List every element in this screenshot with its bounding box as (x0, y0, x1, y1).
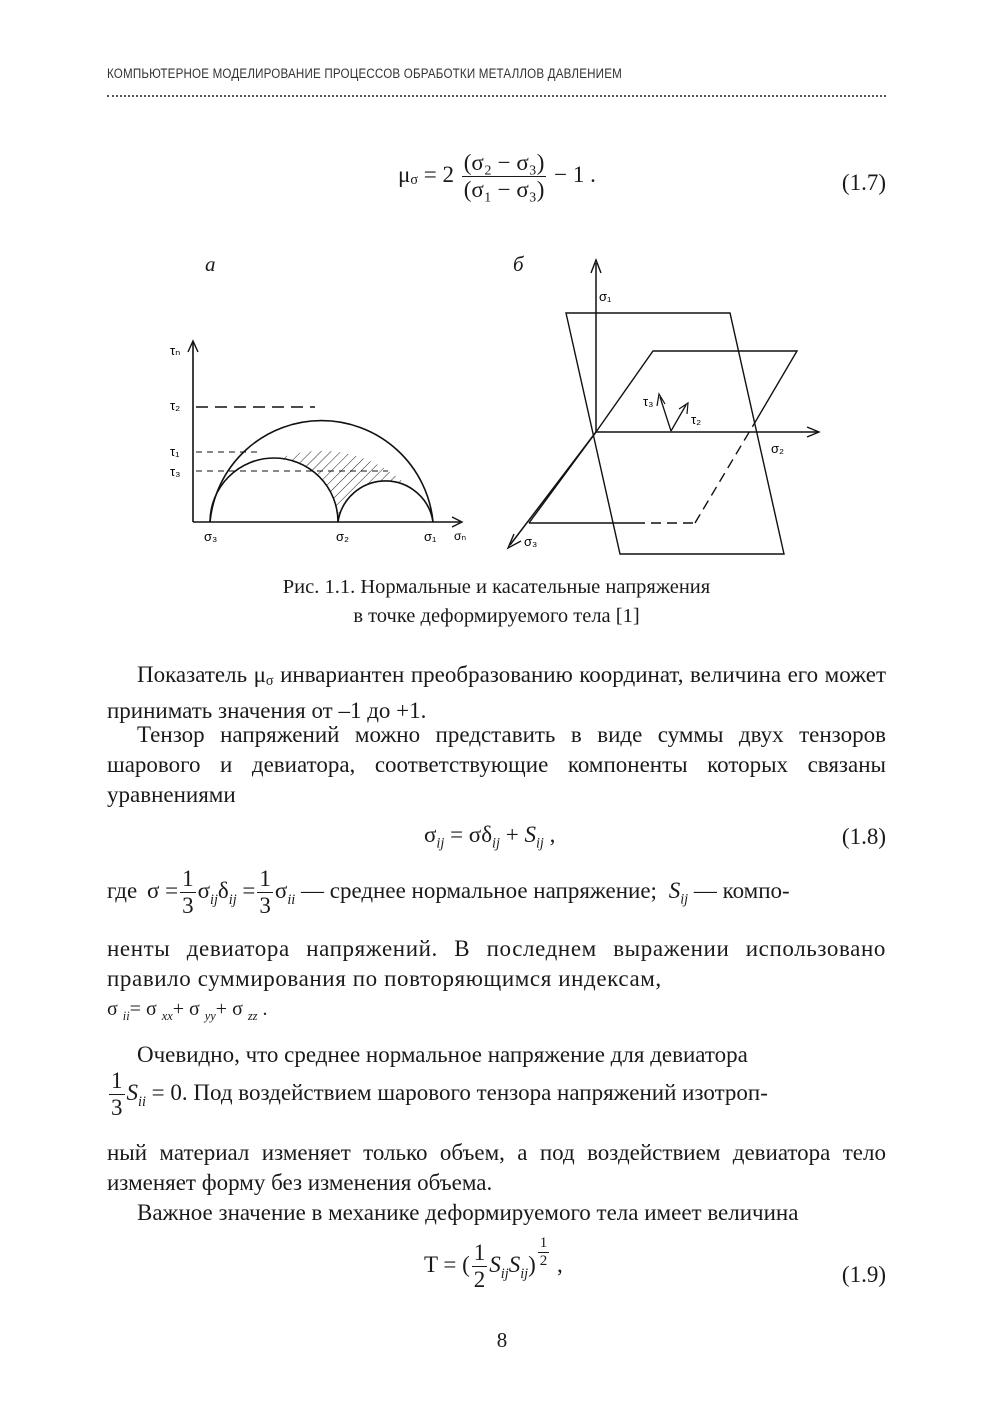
label-sigma2: σ₂ (771, 441, 785, 456)
tau3-vector (660, 397, 671, 431)
summation-formula: σ $_{ii}$= σ $_{xx}$+ σ $_{yy}$+ σ $_{zz}$ . (107, 998, 268, 1023)
figure-label-b: б (513, 252, 524, 276)
paragraph-3: где σ = $\frac{1}{3}$ $\sigma_{ij}\delta_{ij}$ = $\frac{1}{3}$ $\sigma_{ii}$ — среднее нормальное напряжение; $S_{ij}$ — компо- (107, 866, 790, 919)
principal-planes-diagram (495, 255, 835, 560)
paragraph-7: Важное значение в механике деформируемого тела имеет величина (137, 1200, 799, 1225)
tick-sigma2: σ₂ (336, 529, 350, 544)
tick-tau1: τ₁ (170, 444, 180, 459)
paragraph-4: ненты девиатора напряжений. В последнем выражении использовано правило суммирования по повторяющимся индексам, (107, 936, 886, 991)
paragraph-5-formula-line: $\frac{1}{3}$ $S_{ii} = 0$. Под воздействием шарового тензора напряжений изотроп- (111, 1068, 768, 1121)
equation-number-1-7: (1.7) (841, 170, 886, 195)
plane-vertical (566, 313, 784, 554)
paragraph-2: Тензор напряжений можно представить в виде суммы двух тензоров шарового и девиатора, соответствующие компоненты которых связаны уравнениями (107, 722, 886, 807)
hidden-edge (695, 419, 757, 523)
tick-tau2: τ₂ (170, 398, 181, 413)
y-axis-label: τₙ (170, 343, 181, 358)
equation-1-8: $\sigma_{ij} = \sigma\delta_{ij} + S_{ij}$ , (424, 822, 556, 852)
label-tau2: τ₂ (691, 412, 702, 427)
equation-1-7: $\mu_\sigma = 2$ $\frac{\text{(σ₂ − σ₃)}}{\text{(σ₁ − σ₃)}}$ − 1 . (398, 150, 596, 203)
running-head: КОМПЬЮТЕРНОЕ МОДЕЛИРОВАНИЕ ПРОЦЕССОВ ОБРАБОТКИ МЕТАЛЛОВ ДАВЛЕНИЕМ (107, 66, 622, 81)
x-axis-label: σₙ (454, 529, 467, 543)
figure-caption: Рис. 1.1. Нормальные и касательные напряжения в точке деформируемого тела [1] (282, 576, 711, 627)
tick-tau3: τ₃ (170, 464, 181, 479)
label-sigma1: σ₁ (599, 289, 612, 304)
paragraph-1: Показатель $\mu_\sigma$ инвариантен преобразованию координат, величина его может принимать значения от –1 до +1. (107, 662, 886, 723)
equation-1-9: T = ( $\frac{1}{2}$ $S_{ij}S_{ij}$) $^{\frac{1}{2}}$ , (424, 1234, 563, 1293)
header-divider (107, 95, 886, 97)
tick-sigma3: σ₃ (204, 529, 218, 544)
paragraph-6: ный материал изменяет только объем, а под воздействием девиатора тело изменяет форму без изменения объема. (107, 1140, 886, 1195)
figure-label-a: а (205, 252, 216, 276)
equation-number-1-8: (1.8) (841, 824, 886, 849)
equation-number-1-9: (1.9) (841, 1262, 886, 1287)
paragraph-5: Очевидно, что среднее нормальное напряжение для девиатора (137, 1042, 748, 1067)
page-number: 8 (496, 1328, 508, 1352)
mohr-circles-diagram (160, 335, 480, 555)
tick-sigma1: σ₁ (424, 529, 437, 544)
label-tau3: τ₃ (643, 394, 654, 409)
tau2-vector (671, 405, 686, 431)
label-sigma3: σ₃ (524, 534, 538, 549)
